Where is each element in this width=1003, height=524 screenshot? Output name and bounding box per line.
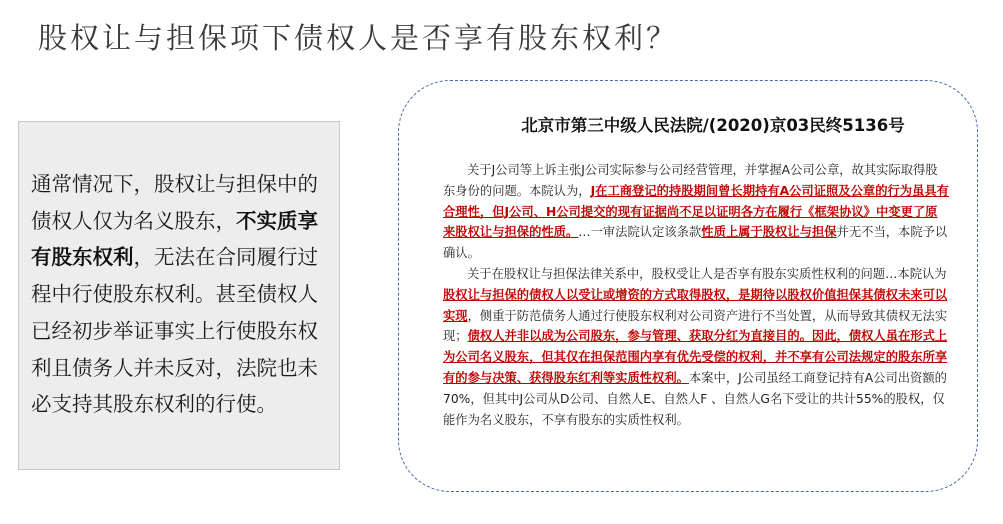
page-title: 股权让与担保项下债权人是否享有股东权利？: [38, 21, 679, 55]
case-paragraph-1: [443, 160, 949, 264]
summary-text-part-1: 通常情况下，股权让与担保中的债权人仅为名义股东，: [31, 172, 318, 233]
case-p2-highlight-2: 债权人并非以成为公司股东，参与管理、获取分红为直接目的。因此，债权人虽在形式上为公司名义股东，但其仅在担保范围内享有优先受偿的权利，并不享有公司法规定的股东所享有的参与决策、获得股东红利等实质性权利。: [443, 329, 948, 385]
case-paragraph-2: [443, 264, 949, 430]
case-p1-highlight-2: 性质上属于股权让与担保: [701, 225, 837, 240]
case-title: 北京市第三中级人民法院/(2020)京03民终5136号: [521, 116, 905, 135]
case-p2-text-3: 本案中，J公司虽经工商登记持有A公司出资额的70%，但其中J公司从D公司、自然人E、自然人F 、自然人G名下受让的共计55%的股权，仅能作为名义股东，不享有股东的实质性权利。: [443, 370, 947, 427]
summary-text-bold: 不实质享有股东权利: [31, 208, 318, 270]
summary-box: [18, 121, 340, 470]
case-p1-highlight-1: J在工商登记的持股期间曾长期持有A公司证照及公章的行为虽具有合理性，但J公司、H公司提交的现有证据尚不足以证明各方在履行《框架协议》中变更了原来股权让与担保的性质。: [443, 183, 949, 240]
case-p2-text-1: 关于在股权让与担保法律关系中，股权受让人是否享有股东实质性权利的问题…本院认为: [467, 266, 947, 281]
summary-text-part-2: ，无法在合同履行过程中行使股东权利。甚至债权人已经初步举证事实上行使股东权利且债务人并未反对，法院也未必支持其股东权利的行使。: [31, 245, 318, 417]
case-p2-text-2: ，侧重于防范债务人通过行使股东权利对公司资产进行不当处置，从而导致其债权无法实现；: [443, 308, 948, 344]
case-p1-text-1: 关于J公司等上诉主张J公司实际参与公司经营管理，并掌握A公司公章，故其实际取得股东身份的问题。本院认为，: [443, 163, 938, 198]
case-excerpt: [443, 160, 949, 430]
summary-text: [31, 166, 329, 423]
case-p1-text-2: …一审法院认定该条款: [578, 225, 702, 240]
case-p1-text-3: 并无不当，本院予以确认。: [443, 225, 948, 261]
case-p2-highlight-1: 股权让与担保的债权人以受让或增资的方式取得股权，是期待以股权价值担保其债权未来可以实现: [443, 287, 948, 323]
